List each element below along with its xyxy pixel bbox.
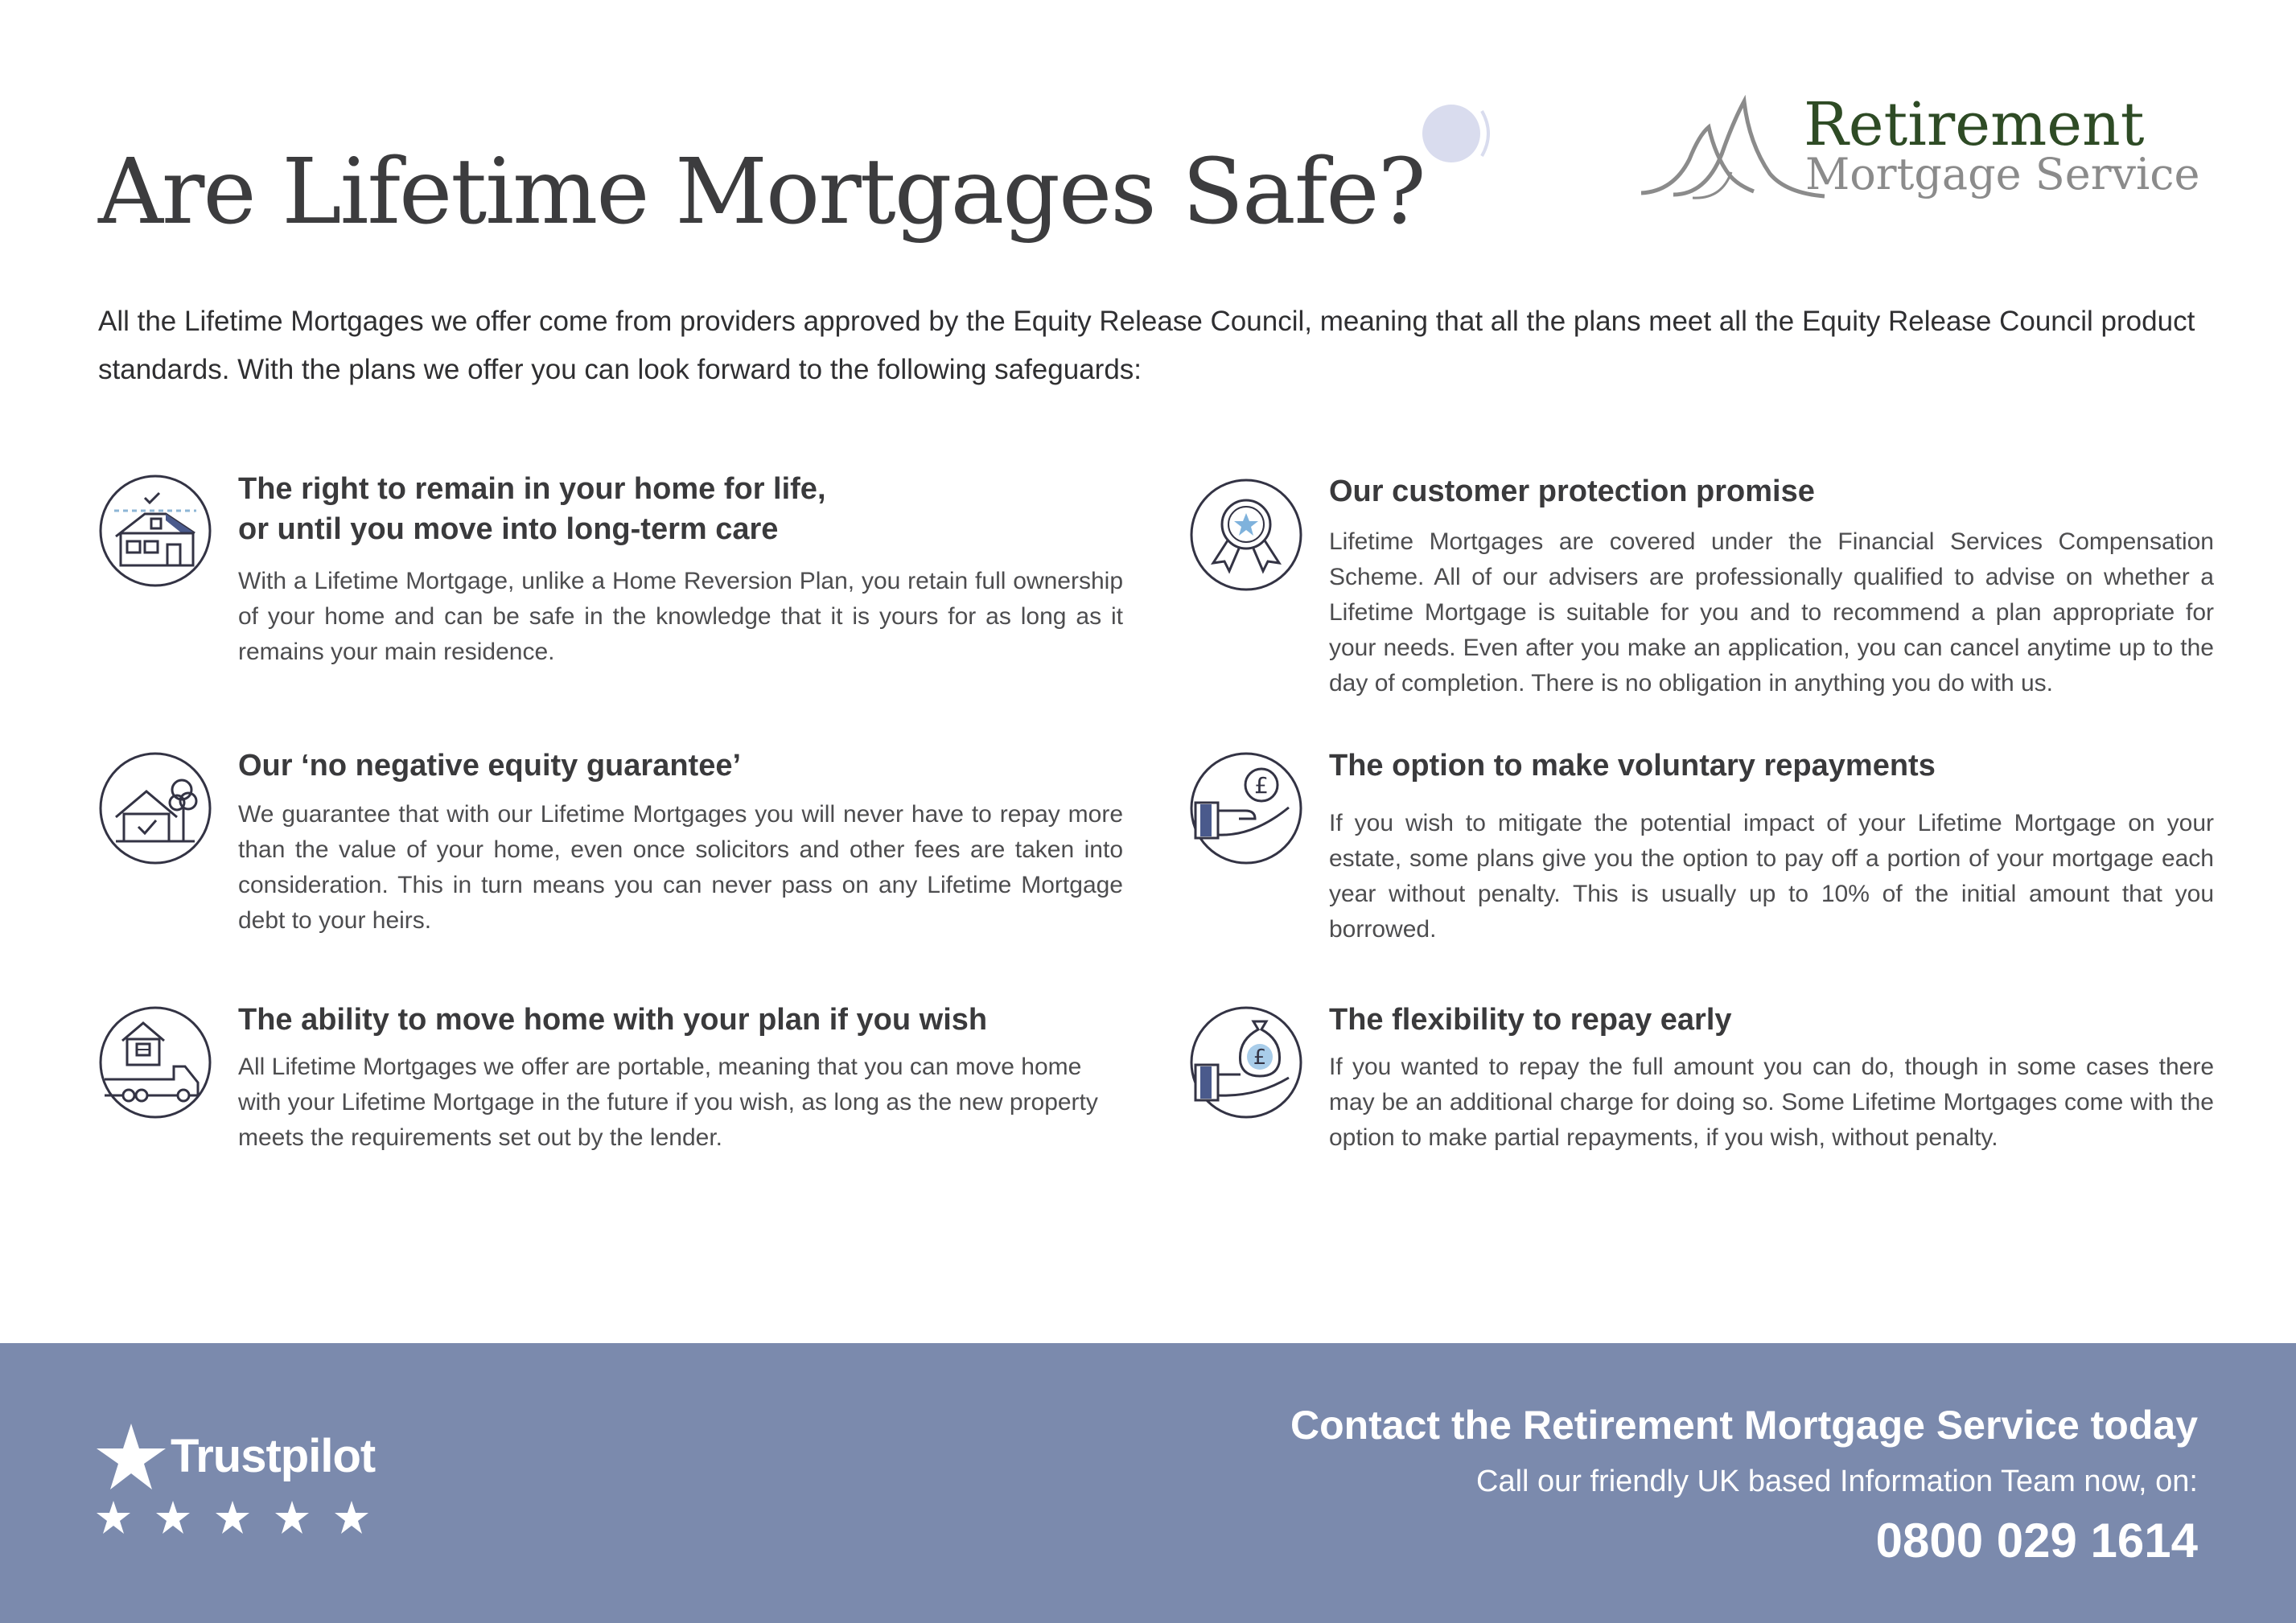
- feature-title: [238, 469, 1123, 549]
- trustpilot-logo-text: Trustpilot: [171, 1430, 376, 1482]
- logo-text-mortgage-service: Mortgage Service: [1805, 149, 2200, 199]
- feature-title: The option to make voluntary repayments: [1329, 749, 1936, 783]
- feature-text: If you wish to mitigate the potential impact of your Lifetime Mortgage on your estate, some plans give you the option to pay off a portion of your mortgage each year without penalty. This is usually up to 10% of the initial amount that you borrowed.: [1329, 810, 2214, 943]
- moving-truck-icon: [98, 1005, 212, 1120]
- phone-number-link[interactable]: 0800 029 1614: [1875, 1514, 2198, 1568]
- feature-title: Our ‘no negative equity guarantee’: [238, 749, 742, 783]
- award-badge-icon: [1189, 478, 1303, 592]
- decorative-circle-icon: [1421, 103, 1501, 167]
- house-check-icon: [98, 474, 212, 588]
- svg-text:£: £: [1253, 1046, 1267, 1070]
- feature-text: With a Lifetime Mortgage, unlike a Home Reversion Plan, you retain full ownership of your home and can be safe in the knowledge that it is yours for as long as it remains your main residence.: [238, 568, 1123, 665]
- house-tree-icon: [98, 751, 212, 865]
- five-star-rating-icon: [97, 1494, 378, 1543]
- feature-text: We guarantee that with our Lifetime Mortgages you will never have to repay more than the value of your home, even once solicitors and other fees are taken into consideration. This in turn means you can never pass on any Lifetime Mortgage debt to your heirs.: [238, 801, 1123, 934]
- feature-text: All Lifetime Mortgages we offer are portable, meaning that you can move home with your Lifetime Mortgage in the future if you wish, as long as the new property meets the requirements set out by the lender.: [238, 1054, 1098, 1151]
- company-logo: [1641, 90, 2206, 207]
- hand-pound-coin-icon: [1189, 751, 1303, 865]
- mountain-logo-icon: [1641, 95, 1826, 207]
- contact-subheading: Call our friendly UK based Information Team now, on:: [1476, 1465, 2198, 1498]
- feature-title: Our customer protection promise: [1329, 475, 1815, 508]
- footer-contact-bar: [0, 1343, 2296, 1623]
- feature-title-line2: or until you move into long-term care: [238, 512, 779, 546]
- feature-text: Lifetime Mortgages are covered under the Financial Services Compensation Scheme. All of our advisers are professionally qualified to advise on whether a Lifetime Mortgage is suitable for you and to recommend a plan appropriate for your needs. Even after you make an application, you can cancel anytime up to the day of completion. There is no obligation in anything you do with us.: [1329, 528, 2214, 696]
- feature-title: The ability to move home with your plan if you wish: [238, 1003, 988, 1037]
- feature-title-line1: The right to remain in your home for life,: [238, 472, 826, 506]
- trustpilot-star-icon: [97, 1424, 166, 1489]
- intro-paragraph: All the Lifetime Mortgages we offer come from providers approved by the Equity Release Council, meaning that all the plans meet all the Equity Release Council product standards. With the plans we offer you can look forward to the following safeguards:: [98, 306, 2195, 385]
- page-title: Are Lifetime Mortgages Safe?: [98, 140, 1425, 244]
- feature-title: The flexibility to repay early: [1329, 1003, 1732, 1037]
- feature-text: If you wanted to repay the full amount you can do, though in some cases there may be an additional charge for doing so. Some Lifetime Mortgages come with the option to make partial repayments, if you wish, without penalty.: [1329, 1054, 2214, 1151]
- logo-text-retirement: Retirement: [1804, 90, 2145, 159]
- svg-text:£: £: [1254, 772, 1269, 799]
- hand-money-bag-icon: [1189, 1005, 1303, 1120]
- contact-heading: Contact the Retirement Mortgage Service today: [1290, 1403, 2198, 1448]
